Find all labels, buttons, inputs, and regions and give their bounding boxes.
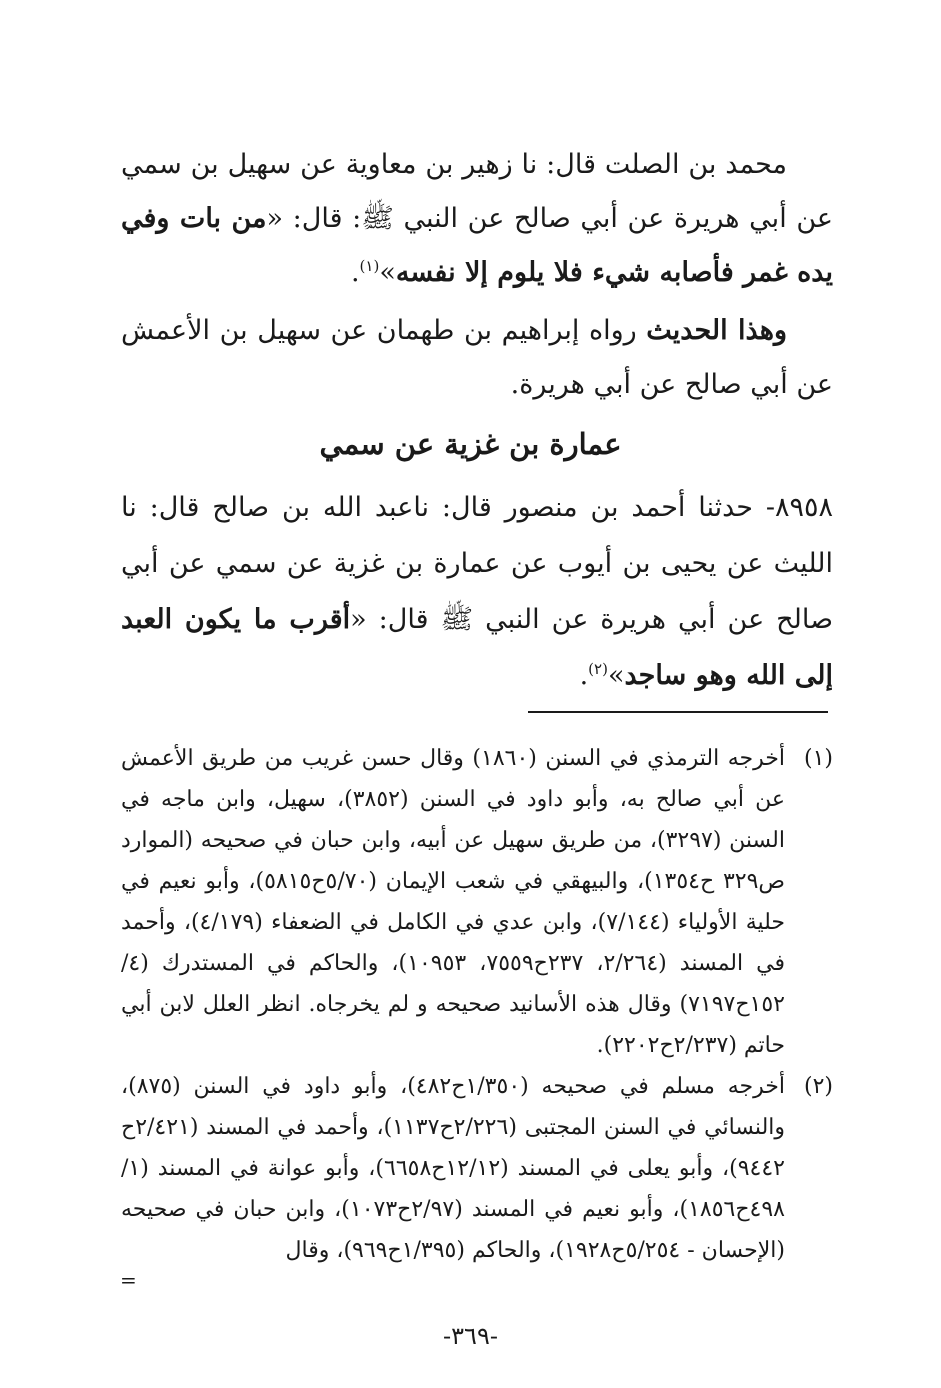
continuation-mark: =	[120, 1268, 137, 1292]
footnote-text: أخرجه مسلم في صحيحه (١/٣٥٠ح٤٨٢)، وأبو داود في السنن (٨٧٥)، والنسائي في السنن المجتبى (٢/٢٢٦ح١١٣٧)، وأحمد في المسند (٢/٤٢١ح ٩٤٤٢)، وأبو يعلى في المسند (١٢/١٢ح٦٦٥٨)، وأبو عوانة في المسند (١/ ٤٩٨ح١٨٥٦)، وأبو نعيم في المسند (٢/٩٧ح١٠٧٣)، وابن حبان في صحيحه (الإحسان - ٥/٢٥٤ح١٩٢٨)، والحاكم (١/٣٩٥ح٩٦٩)، وقال	[121, 1074, 786, 1263]
footnotes	[121, 738, 833, 1271]
period: .	[350, 257, 360, 288]
footnote-text: أخرجه الترمذي في السنن (١٨٦٠) وقال حسن غريب من طريق الأعمش عن أبي صالح به، وأبو داود في السنن (٣٨٥٢)، سهيل، وابن ماجه في السنن (٣٢٩٧)، من طريق سهيل عن أبيه، وابن حبان في صحيحه (الموارد ص٣٢٩ ح١٣٥٤)، والبيهقي في شعب الإيمان (٥/٧٠ح٥٨١٥)، وأبو نعيم في حلية الأولياء (٧/١٤٤)، وابن عدي في الكامل في الضعفاء (٤/١٧٩)، وأحمد في المسند (٢/٢٦٤، ٢٣٧ح٧٥٥٩، ١٠٩٥٣)، والحاكم في المستدرك (٤/ ١٥٢ح٧١٩٧) وقال هذه الأسانيد صحيحه و لم يخرجاه. انظر العلل لابن أبي حاتم (٢/٢٣٧ح٢٢٠٢).	[121, 746, 786, 1058]
footnote-ref-2[interactable]: (٢)	[588, 660, 608, 678]
commentary-lead-bold: وهذا الحديث	[646, 315, 787, 346]
hadith-block	[121, 480, 833, 704]
paragraph-text: محمد بن الصلت قال: نا زهير بن معاوية عن سهيل بن سمي عن أبي هريرة عن أبي صالح عن النبي ﷺ: قال: «	[121, 149, 833, 234]
footnote-ref-1[interactable]: (١)	[359, 257, 380, 275]
page-number: -٣٦٩-	[443, 1322, 498, 1350]
footnote-2	[121, 1066, 833, 1271]
hadith-matn-bold: أقرب ما يكون العبد إلى الله وهو ساجد	[121, 604, 833, 691]
footnote-number: (٢)	[803, 1074, 833, 1099]
main-text	[121, 138, 833, 412]
closing-quote: »	[379, 257, 396, 288]
paragraph-hadith-1	[121, 138, 833, 300]
hadith-matn-bold: من بات وفي يده غمر فأصابه شيء فلا يلوم إلا نفسه	[121, 203, 833, 288]
closing-quote: »	[607, 660, 625, 691]
hadith-isnad: ٨٩٥٨- حدثنا أحمد بن منصور قال: ناعبد الله بن صالح قال: نا الليث عن يحيى بن أيوب عن عمارة بن غزية عن سمي عن أبي صالح عن أبي هريرة عن النبي ﷺ قال: «	[121, 492, 833, 635]
paragraph-hadith-8958	[121, 480, 833, 704]
section-heading: عمارة بن غزية عن سمي	[319, 427, 622, 461]
footnote-number: (١)	[803, 746, 833, 771]
commentary-text: رواه إبراهيم بن طهمان عن سهيل بن الأعمش عن أبي صالح عن أبي هريرة.	[121, 315, 833, 400]
period: .	[579, 660, 589, 691]
footnote-1	[121, 738, 833, 1066]
paragraph-commentary	[121, 304, 833, 412]
footnote-separator	[528, 711, 828, 713]
